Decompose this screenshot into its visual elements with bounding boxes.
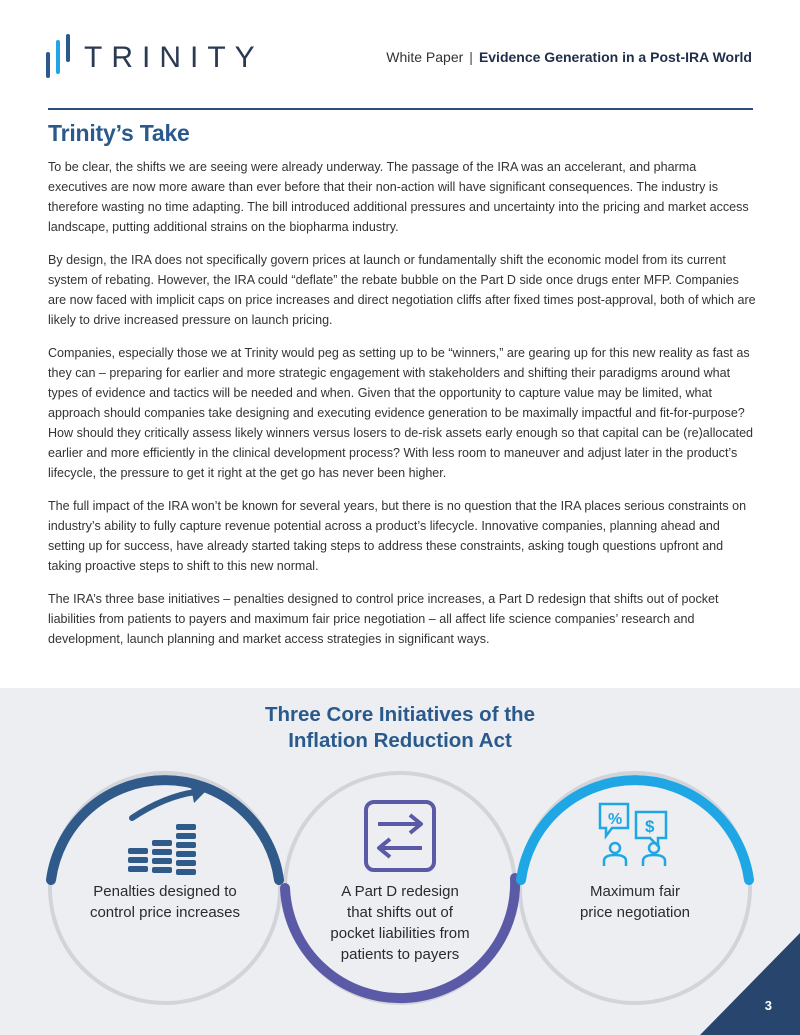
trinity-logo-mark-icon bbox=[46, 34, 70, 82]
svg-text:$: $ bbox=[645, 817, 655, 836]
price-growth-icon bbox=[128, 782, 208, 875]
initiative-2-line-2: that shifts out of bbox=[347, 904, 453, 921]
initiatives-title-line-1: Three Core Initiatives of the bbox=[265, 703, 535, 726]
initiative-2-line-4: patients to payers bbox=[340, 946, 460, 963]
initiative-2-label bbox=[300, 881, 500, 965]
initiative-1-line-2: control price increases bbox=[89, 904, 241, 921]
trinity-logo bbox=[46, 33, 264, 83]
negotiation-icon bbox=[600, 804, 666, 866]
paragraph-2: By design, the IRA does not specifically govern prices at launch or fundamentally shift the economic model from its current system of rebating. However, the IRA could “deflate” the rebate bubble on the Part D side once drugs enter MFP. Companies are now faced with implicit caps on price increases and direct negotiation cliffs after fixed times post-approval, both of which are likely to drive increased pressure on launch pricing. bbox=[48, 253, 756, 327]
document-label bbox=[386, 49, 752, 65]
section-title: Trinity’s Take bbox=[48, 120, 190, 146]
initiative-3-line-2: price negotiation bbox=[579, 904, 691, 921]
initiative-1-arc bbox=[51, 780, 279, 880]
header-divider bbox=[48, 108, 753, 110]
logo-text: TRINITY bbox=[84, 41, 264, 74]
initiative-3-label bbox=[535, 881, 735, 923]
header-separator: | bbox=[469, 49, 473, 65]
initiative-3-line-1: Maximum fair bbox=[589, 883, 680, 900]
document-title: Evidence Generation in a Post-IRA World bbox=[478, 49, 752, 65]
initiatives-title-line-2: Inflation Reduction Act bbox=[288, 729, 512, 752]
paragraph-1: To be clear, the shifts we are seeing were already underway. The passage of the IRA was an accelerant, and pharma executives are now more aware than ever before that their non-action will have significant consequences. The industry is therefore wasting no time adapting. The bill introduced additional pressures and uncertainty into the pricing and market access landscape, putting additional strains on the biopharma industry. bbox=[48, 160, 749, 234]
initiative-2-line-3: pocket liabilities from bbox=[330, 925, 470, 942]
page-header bbox=[0, 0, 800, 110]
svg-text:%: % bbox=[608, 811, 623, 828]
exchange-arrows-icon bbox=[366, 802, 434, 870]
paragraph-3: Companies, especially those we at Trinity would peg as setting up to be “winners,” are gearing up for this new reality as fast as they can – preparing for earlier and more strategic engagement with stakeholders and shifting their paradigms around what types of evidence and tactics will be needed and when. Given that the opportunity to capture value may be limited, what approach should companies take designing and executing evidence generation to be maximally impactful and fit-for-purpose? How should they critically assess likely winners versus losers to de-risk assets early enough so that capital can be (re)allocated earlier and more efficiently in the clinical development process? With less room to maneuver and adjust later in the product’s lifecycle, the pressure to get it right at the get go has never been higher. bbox=[48, 346, 754, 480]
initiative-1-label bbox=[65, 881, 265, 923]
paragraph-4: The full impact of the IRA won’t be known for several years, but there is no question that the IRA places serious constraints on industry’s ability to fully capture revenue potential across a product’s lifecycle. Innovative companies, planning ahead and setting up for success, have already started taking steps to address these constraints, asking tough questions upfront and taking proactive steps to shift to this new normal. bbox=[48, 499, 747, 573]
main-content bbox=[48, 120, 756, 662]
initiatives-panel bbox=[0, 688, 800, 1035]
initiative-1-line-1: Penalties designed to bbox=[93, 883, 237, 900]
page-corner-triangle bbox=[700, 933, 800, 1035]
paragraph-5: The IRA’s three base initiatives – penalties designed to control price increases, a Part D redesign that shifts out of pocket liabilities from patients to payers and maximum fair price negotiation – all affect life science companies’ research and development, launch planning and market access strategies in significant ways. bbox=[48, 592, 719, 646]
initiative-rings bbox=[0, 688, 800, 1035]
document-type: White Paper bbox=[386, 49, 464, 65]
initiative-2-line-1: A Part D redesign bbox=[341, 883, 459, 900]
page-number: 3 bbox=[764, 998, 772, 1013]
